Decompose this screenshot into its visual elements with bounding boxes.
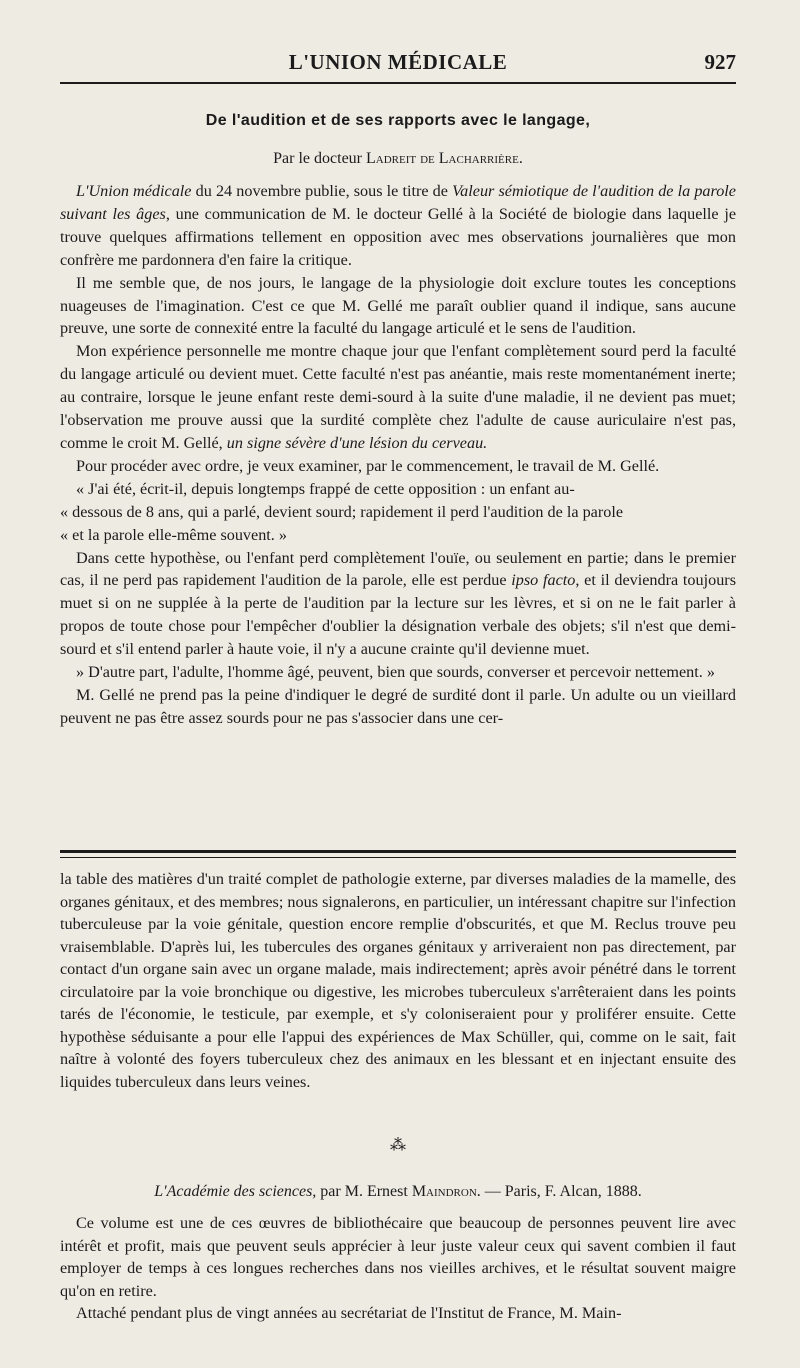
text-run: , et il deviendra toujours muet si on ne supplée à la perte de l'audition par la lecture sur les lèvres, et si on ne le fait parler à propos de toute chose pour l'empêcher d'oublier la désignation verbale des objets; s'il n'est que demi-sourd et s'il entend parler à haute voie, il n'y a aucune crainte qu'il devienne muet. [60,571,736,659]
paragraph [60,180,736,272]
paragraph: M. Gellé ne prend pas la peine d'indiquer le degré de surdité dont il parle. Un adulte ou un vieillard peuvent ne pas être assez sourds pour ne pas s'associer dans une cer- [60,685,736,727]
paragraph [60,340,736,455]
book-title: L'Académie des sciences, [154,1183,317,1200]
book-author: Maindron [411,1183,477,1200]
feuilleton-body [60,868,736,1093]
quote-line: « dessous de 8 ans, qui a parlé, devient sourd; rapidement il perd l'audition de la parole [60,502,624,521]
journal-name: L'Union médicale [76,182,192,200]
running-title: L'UNION MÉDICALE [288,50,508,74]
byline-author: Ladreit de Lacharrière. [366,150,523,167]
publication-info: . — Paris, F. Alcan, 1888. [476,1183,642,1200]
paragraph: la table des matières d'un traité complet de pathologie externe, par diverses maladies de la mamelle, des organes génitaux, et des membres; nous signalerons, en particulier, un intéressant chapitre sur l'infection tuberculeuse par la voie génitale, question encore remplie d'obscurités, et que M. Reclus trouve peu vraisemblable. D'après lui, les tubercules des organes génitaux y arriveraient non pas directement, par contact d'un organe sain avec un organe malade, mais indirectement; après avoir pénétré dans le torrent circulatoire par la voie bronchique ou digestive, les microbes tuberculeux s'arrêteraient dans les points tarés de l'économie, le testicule, par exemple, et s'y coloniseraient pour y proliférer ensuite. Cette hypothèse séduisante a pour elle l'appui des expériences de Max Schüller, qui, comme on le sait, fait naître à volonté des foyers tuberculeux chez des animaux en les blessant et en injectant ensuite des liquides tuberculeux dans leurs veines. [60,870,736,1091]
page-number: 927 [704,50,736,74]
paragraph: Il me semble que, de nos jours, le langage de la physiologie doit exclure toutes les conceptions nuageuses de l'imagination. C'est ce que M. Gellé me paraît oublier quand il indique, sans aucune preuve, une sorte de connexité entre la faculté du langage articulé et le sens de l'audition. [60,273,736,338]
paragraph: Pour procéder avec ordre, je veux examiner, par le commencement, le travail de M. Gellé. [76,456,660,475]
paragraph: Ce volume est une de ces œuvres de bibliothécaire que beaucoup de personnes peuvent lire avec intérêt et profit, mais que peuvent seuls apprécier à leur juste valeur ceux qui savent combien il faut employer de temps à ces longues recherches dans nos vieilles archives, et le résultat souvent maigre qu'on en retire. [60,1214,736,1300]
paragraph: » D'autre part, l'adulte, l'homme âgé, peuvent, bien que sourds, converser et percevoir nettement. » [76,663,715,682]
byline-prefix: Par le docteur [273,150,363,167]
paragraph: Attaché pendant plus de vingt années au secrétariat de l'Institut de France, M. Main- [76,1304,622,1322]
article-byline [60,150,736,168]
feuilleton-rule-thick [60,850,736,853]
page-header [60,50,736,82]
text-run: , une communication de M. le docteur Gellé à la Société de biologie dans laquelle je trouve quelques affirmations tellement en opposition avec mes observations journalières que mon confrère me pardonnera d'en faire la critique. [60,204,737,269]
asterism-divider: ⁂ [390,1137,406,1154]
quote-line: « et la parole elle-même souvent. » [60,525,287,544]
text-run: Mon expérience personnelle me montre chaque jour que l'enfant complètement sourd perd la faculté du langage articulé ou devient muet. Cette faculté n'est pas anéantie, mais reste momentanément inerte; au contraire, lorsque le jeune enfant reste demi-sourd à la suite d'une maladie, il ne devient pas muet; l'observation me prouve aussi que la surdité complète chez l'adulte de cause auriculaire n'est pas, comme le croit M. Gellé, [60,342,736,452]
cited-title: Valeur sémiotique de l'audition de la parole suivant les âges [60,182,736,223]
quote-line: « J'ai été, écrit-il, depuis longtemps frappé de cette opposition : un enfant au- [76,479,575,498]
article-title: De l'audition et de ses rapports avec le langage, [205,112,591,129]
review-heading [60,1183,736,1201]
text-run: du 24 novembre publie, sous le titre de [191,182,453,200]
text-run: par M. Ernest [316,1183,412,1200]
text-run: Dans cette hypothèse, ou l'enfant perd complètement l'ouïe, ou seulement en partie; dans le premier cas, il ne perd pas rapidement l'audition de la parole, elle est perdue [60,548,736,590]
feuilleton-rule-thin [60,857,736,858]
paragraph [60,547,736,662]
review-body [60,1212,736,1325]
italic-run: un signe sévère d'une lésion du cerveau. [226,433,488,452]
header-rule [60,82,736,84]
article-body [60,180,736,730]
latin-phrase: ipso facto [511,571,576,590]
